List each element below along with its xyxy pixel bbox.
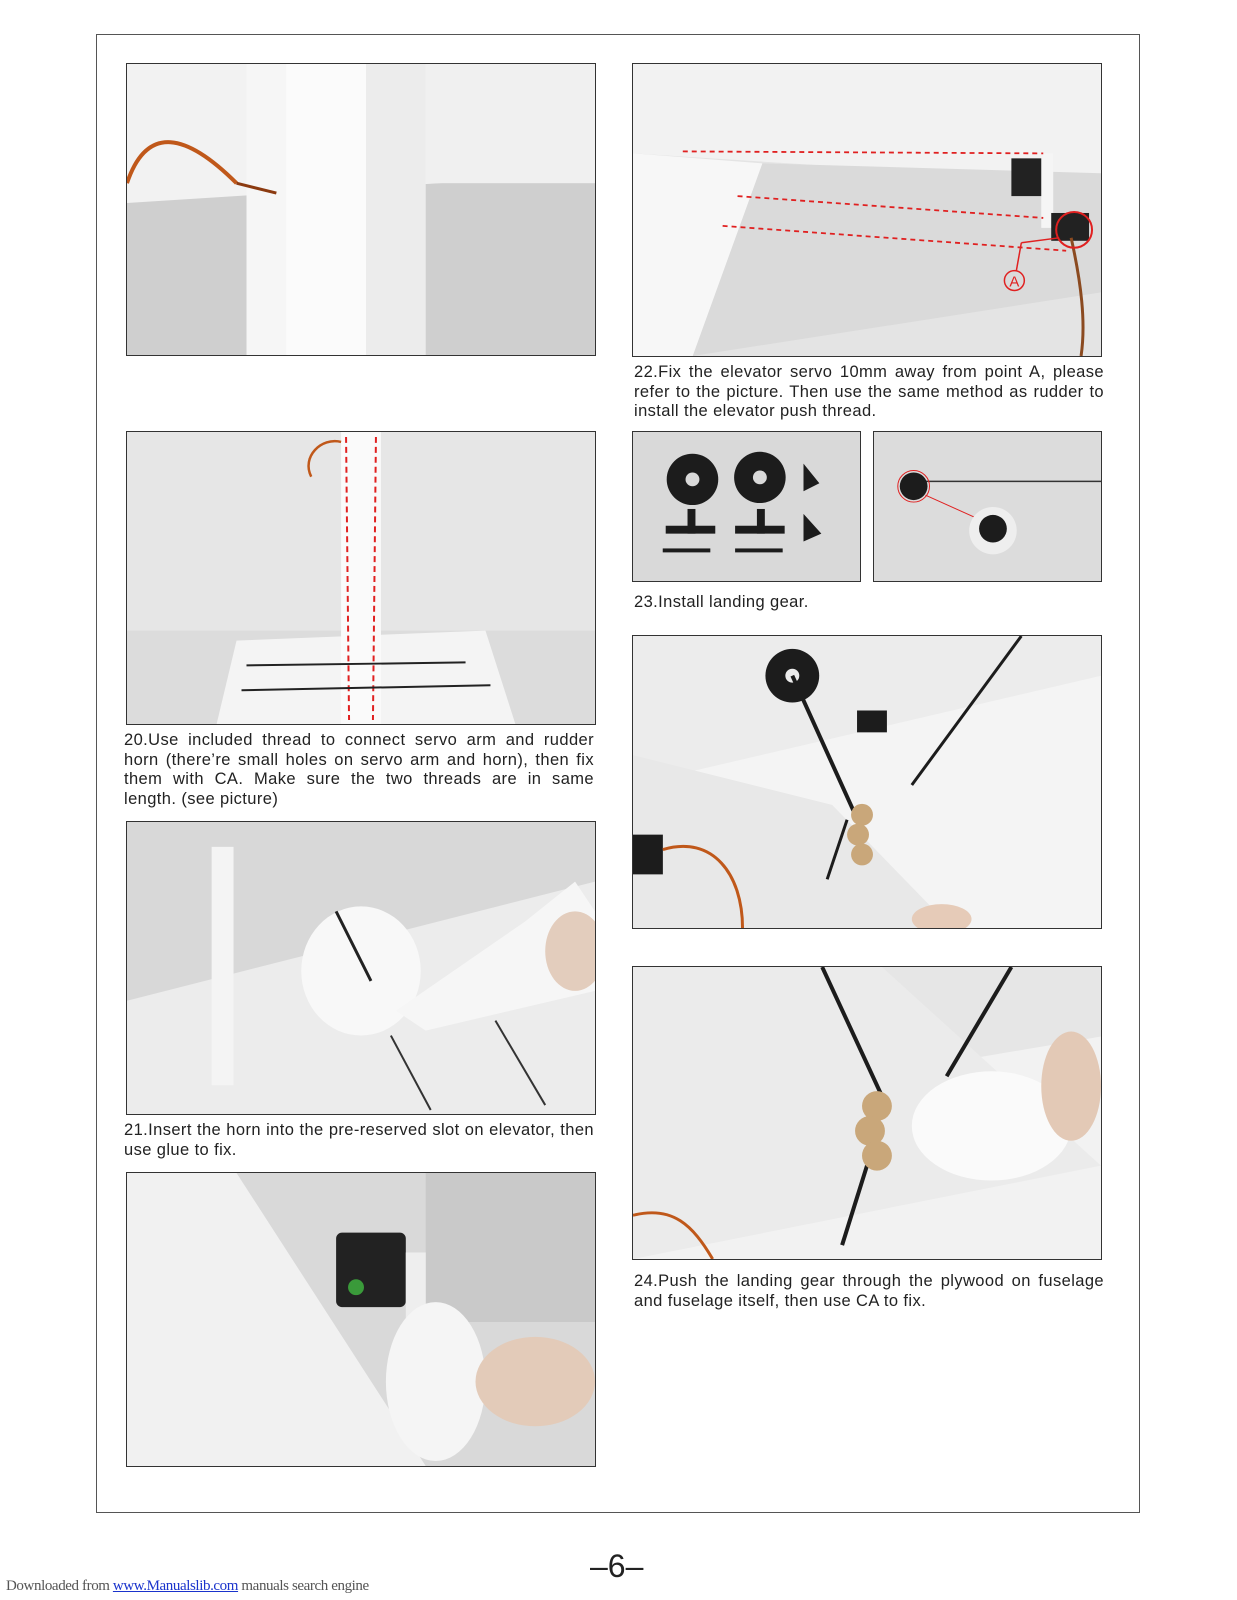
caption-step-20: 20.Use included thread to connect servo arm and rudder horn (there’re small holes on servo arm and horn), then fix them with CA. Make sure the two threads are in same length. (see picture) xyxy=(124,731,594,808)
photo-landing-gear-parts xyxy=(632,431,861,582)
photo-landing-gear-glue xyxy=(632,966,1102,1260)
manualslib-link[interactable]: www.Manualslib.com xyxy=(112,1578,239,1594)
photo-landing-gear-installed xyxy=(632,635,1102,929)
photo-landing-gear-wheel xyxy=(873,431,1102,582)
point-a-label: A xyxy=(1009,274,1020,291)
page-number: –6– xyxy=(590,1548,644,1584)
photo-elevator-servo xyxy=(126,1172,596,1467)
caption-step-22: 22.Fix the elevator servo 10mm away from point A, please refer to the picture. Then use the same method as rudder to install the elevator push thread. xyxy=(634,363,1104,420)
caption-step-24: 24.Push the landing gear through the plywood on fuselage and fuselage itself, then use CA to fix. xyxy=(634,1272,1104,1310)
photo-rudder-threads xyxy=(126,431,596,725)
download-footer xyxy=(6,1578,369,1595)
footer-prefix: Downloaded from xyxy=(6,1578,113,1594)
caption-step-21: 21.Insert the horn into the pre-reserved slot on elevator, then use glue to fix. xyxy=(124,1121,594,1159)
photo-elevator-horn xyxy=(126,821,596,1115)
footer-suffix: manuals search engine xyxy=(238,1578,369,1594)
photo-rudder-servo-wire xyxy=(126,63,596,356)
caption-step-23: 23.Install landing gear. xyxy=(634,593,809,611)
photo-elevator-servo-position xyxy=(632,63,1102,357)
